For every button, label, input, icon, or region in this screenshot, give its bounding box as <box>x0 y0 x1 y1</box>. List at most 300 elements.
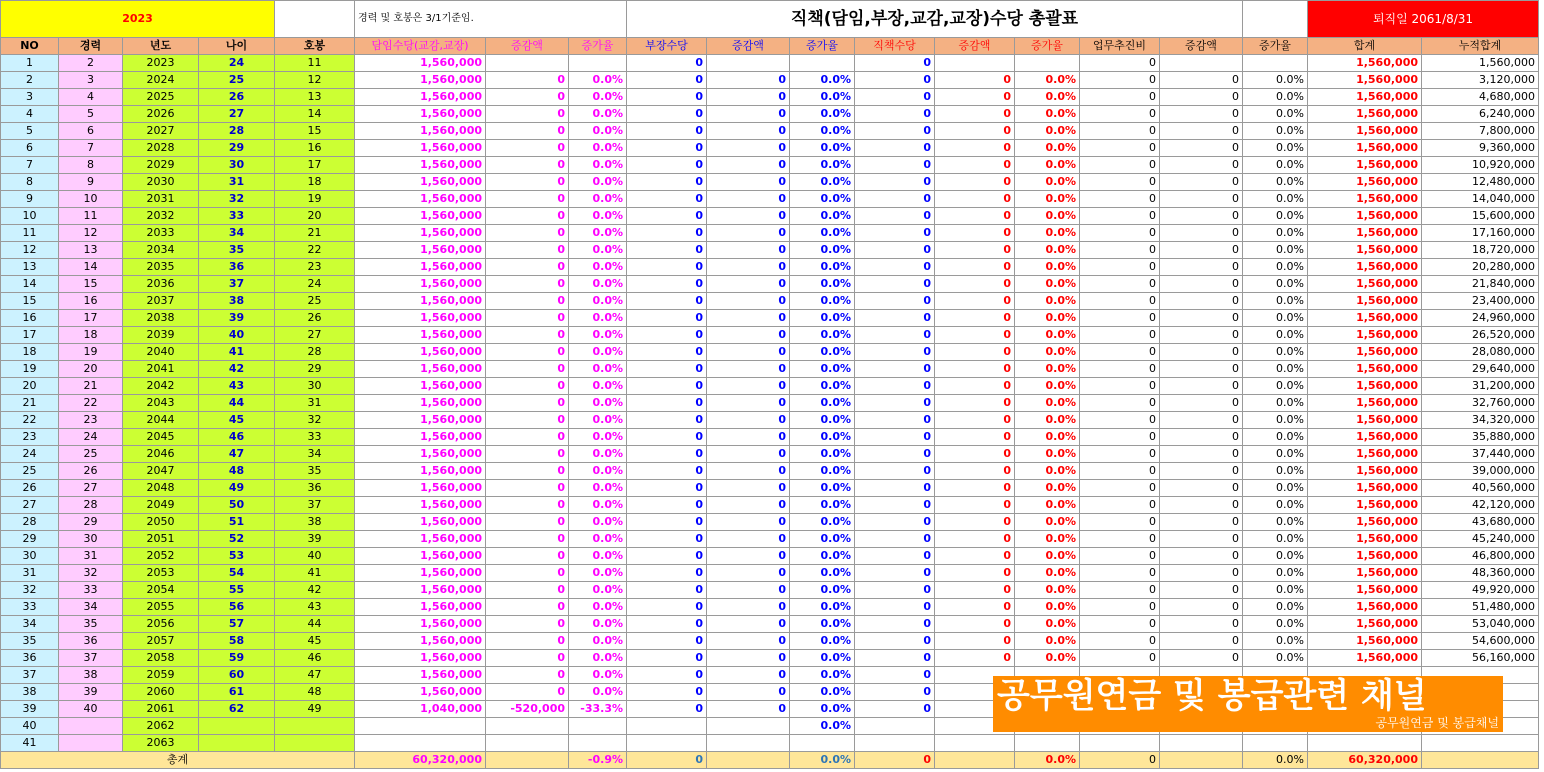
table-cell[interactable]: 0 <box>707 633 790 650</box>
table-cell[interactable]: 0 <box>1160 429 1243 446</box>
table-cell[interactable]: 0 <box>935 582 1015 599</box>
table-cell[interactable]: 0 <box>486 446 569 463</box>
table-cell[interactable]: 0 <box>855 599 935 616</box>
table-cell[interactable]: 0 <box>627 191 707 208</box>
table-cell[interactable]: 0 <box>486 259 569 276</box>
table-cell[interactable] <box>790 735 855 752</box>
table-cell[interactable]: 32 <box>1 582 59 599</box>
table-cell[interactable]: 7 <box>59 140 123 157</box>
table-cell[interactable]: 0 <box>935 548 1015 565</box>
table-cell[interactable]: 1,560,000 <box>355 548 486 565</box>
table-cell[interactable]: 0 <box>1160 378 1243 395</box>
table-cell[interactable]: 2 <box>59 55 123 72</box>
table-cell[interactable]: 54,600,000 <box>1422 633 1539 650</box>
table-cell[interactable]: 2034 <box>123 242 199 259</box>
table-cell[interactable]: 0.0% <box>1243 89 1308 106</box>
table-cell[interactable]: 0 <box>855 344 935 361</box>
table-cell[interactable]: 0 <box>855 412 935 429</box>
table-cell[interactable]: 43 <box>199 378 275 395</box>
column-header[interactable]: 년도 <box>123 38 199 55</box>
table-cell[interactable]: 0 <box>486 497 569 514</box>
table-cell[interactable]: 2046 <box>123 446 199 463</box>
table-cell[interactable]: 0 <box>1080 650 1160 667</box>
table-cell[interactable]: 1,560,000 <box>1308 55 1422 72</box>
column-header[interactable]: 업무추진비 <box>1080 38 1160 55</box>
table-cell[interactable]: 0 <box>627 106 707 123</box>
table-cell[interactable]: 0.0% <box>1015 480 1080 497</box>
table-cell[interactable]: 0 <box>627 344 707 361</box>
table-cell[interactable]: 1,560,000 <box>1308 89 1422 106</box>
table-cell[interactable]: 0.0% <box>569 157 627 174</box>
table-cell[interactable]: 0.0% <box>1243 395 1308 412</box>
table-cell[interactable]: 0.0% <box>790 72 855 89</box>
table-cell[interactable]: 12 <box>59 225 123 242</box>
table-cell[interactable]: 0.0% <box>569 446 627 463</box>
table-cell[interactable]: 32 <box>199 191 275 208</box>
table-cell[interactable]: 62 <box>199 701 275 718</box>
table-cell[interactable]: 0 <box>627 378 707 395</box>
table-cell[interactable]: 1,560,000 <box>1308 123 1422 140</box>
table-cell[interactable]: 23 <box>1 429 59 446</box>
table-cell[interactable]: 0 <box>627 480 707 497</box>
table-cell[interactable] <box>1015 55 1080 72</box>
table-cell[interactable]: 1,560,000 <box>355 497 486 514</box>
table-cell[interactable]: 0 <box>1160 531 1243 548</box>
table-cell[interactable]: 0 <box>627 667 707 684</box>
table-cell[interactable]: 26 <box>275 310 355 327</box>
table-cell[interactable]: 24,960,000 <box>1422 310 1539 327</box>
table-cell[interactable]: 0.0% <box>1015 242 1080 259</box>
table-cell[interactable]: 0 <box>627 208 707 225</box>
table-cell[interactable]: 0 <box>707 582 790 599</box>
table-cell[interactable] <box>790 55 855 72</box>
table-cell[interactable]: 0.0% <box>790 429 855 446</box>
table-cell[interactable]: 0.0% <box>1243 429 1308 446</box>
table-cell[interactable]: 0.0% <box>569 123 627 140</box>
table-cell[interactable]: 0 <box>855 89 935 106</box>
table-cell[interactable]: 0 <box>935 565 1015 582</box>
table-cell[interactable]: 6 <box>59 123 123 140</box>
table-cell[interactable]: 0 <box>1080 497 1160 514</box>
table-cell[interactable]: 0.0% <box>1015 463 1080 480</box>
table-cell[interactable] <box>1160 55 1243 72</box>
table-cell[interactable]: 45 <box>199 412 275 429</box>
table-cell[interactable]: 0 <box>935 378 1015 395</box>
table-cell[interactable]: 1,560,000 <box>355 446 486 463</box>
table-cell[interactable]: 0 <box>1080 72 1160 89</box>
table-cell[interactable]: 0 <box>855 446 935 463</box>
table-cell[interactable]: 2038 <box>123 310 199 327</box>
table-cell[interactable]: 0 <box>855 667 935 684</box>
table-cell[interactable]: 0 <box>707 616 790 633</box>
table-cell[interactable]: 1,560,000 <box>355 157 486 174</box>
table-cell[interactable]: 34,320,000 <box>1422 412 1539 429</box>
table-cell[interactable]: 34 <box>275 446 355 463</box>
table-cell[interactable] <box>275 735 355 752</box>
table-cell[interactable]: 0 <box>855 208 935 225</box>
table-cell[interactable]: 0 <box>1080 293 1160 310</box>
table-cell[interactable]: 0.0% <box>790 650 855 667</box>
table-cell[interactable]: 36 <box>59 633 123 650</box>
table-cell[interactable]: 2053 <box>123 565 199 582</box>
table-cell[interactable]: 2054 <box>123 582 199 599</box>
table-cell[interactable]: 0.0% <box>569 565 627 582</box>
table-cell[interactable]: 2059 <box>123 667 199 684</box>
table-cell[interactable]: 0.0% <box>1015 599 1080 616</box>
table-cell[interactable]: 0 <box>935 225 1015 242</box>
table-cell[interactable]: 0 <box>486 310 569 327</box>
table-cell[interactable]: 1,560,000 <box>355 208 486 225</box>
table-cell[interactable]: 0.0% <box>1243 599 1308 616</box>
table-cell[interactable]: 0 <box>707 480 790 497</box>
table-cell[interactable]: 0 <box>486 208 569 225</box>
table-cell[interactable]: 2055 <box>123 599 199 616</box>
table-cell[interactable]: 0.0% <box>790 344 855 361</box>
table-cell[interactable]: 0 <box>855 225 935 242</box>
table-cell[interactable]: 56,160,000 <box>1422 650 1539 667</box>
table-cell[interactable]: 0 <box>486 378 569 395</box>
table-cell[interactable]: 0.0% <box>569 344 627 361</box>
table-cell[interactable]: 23,400,000 <box>1422 293 1539 310</box>
table-cell[interactable]: 48 <box>199 463 275 480</box>
table-cell[interactable]: 0.0% <box>1243 548 1308 565</box>
retire-date[interactable]: 퇴직일 2061/8/31 <box>1308 1 1539 38</box>
table-cell[interactable]: 34 <box>1 616 59 633</box>
table-cell[interactable]: 0.0% <box>790 412 855 429</box>
table-cell[interactable]: 28 <box>59 497 123 514</box>
table-cell[interactable]: 0.0% <box>790 225 855 242</box>
table-cell[interactable]: 0 <box>1080 106 1160 123</box>
table-cell[interactable]: 15 <box>59 276 123 293</box>
table-cell[interactable]: 2058 <box>123 650 199 667</box>
table-cell[interactable]: 27 <box>275 327 355 344</box>
table-cell[interactable]: 0 <box>935 276 1015 293</box>
table-cell[interactable]: 0 <box>627 531 707 548</box>
table-cell[interactable]: 22 <box>1 412 59 429</box>
table-cell[interactable]: 0 <box>707 174 790 191</box>
table-cell[interactable]: 1,560,000 <box>1308 599 1422 616</box>
table-cell[interactable]: 0 <box>855 548 935 565</box>
table-cell[interactable]: 0.0% <box>790 395 855 412</box>
table-cell[interactable]: 1,560,000 <box>1308 208 1422 225</box>
table-cell[interactable]: 0 <box>707 327 790 344</box>
table-cell[interactable]: 0 <box>1080 599 1160 616</box>
table-cell[interactable]: 0 <box>707 140 790 157</box>
table-cell[interactable]: 38 <box>1 684 59 701</box>
table-cell[interactable]: 0 <box>486 157 569 174</box>
table-cell[interactable]: 0 <box>707 531 790 548</box>
table-cell[interactable]: 0 <box>707 191 790 208</box>
table-cell[interactable]: 0.0% <box>569 72 627 89</box>
table-cell[interactable] <box>707 718 790 735</box>
table-cell[interactable]: 0 <box>1080 446 1160 463</box>
table-cell[interactable]: 0 <box>486 106 569 123</box>
table-cell[interactable]: 0.0% <box>1015 72 1080 89</box>
table-cell[interactable]: 0 <box>486 395 569 412</box>
table-cell[interactable]: 1,560,000 <box>355 276 486 293</box>
table-cell[interactable]: 0 <box>1080 548 1160 565</box>
table-cell[interactable]: 1,560,000 <box>1308 395 1422 412</box>
table-cell[interactable]: 47 <box>199 446 275 463</box>
table-cell[interactable]: 0.0% <box>1243 72 1308 89</box>
table-cell[interactable]: 0.0% <box>569 191 627 208</box>
table-cell[interactable] <box>1308 735 1422 752</box>
table-cell[interactable]: 0 <box>935 650 1015 667</box>
table-cell[interactable]: 27 <box>59 480 123 497</box>
table-cell[interactable]: 45,240,000 <box>1422 531 1539 548</box>
table-cell[interactable]: 0 <box>486 429 569 446</box>
table-cell[interactable]: 2047 <box>123 463 199 480</box>
table-cell[interactable]: 0.0% <box>1015 582 1080 599</box>
table-cell[interactable]: 29 <box>275 361 355 378</box>
table-cell[interactable]: 0.0% <box>1015 616 1080 633</box>
table-cell[interactable]: 2039 <box>123 327 199 344</box>
table-cell[interactable]: 0 <box>1160 582 1243 599</box>
table-cell[interactable]: 10 <box>59 191 123 208</box>
table-cell[interactable]: 0 <box>627 140 707 157</box>
table-cell[interactable]: 4,680,000 <box>1422 89 1539 106</box>
table-cell[interactable]: 0 <box>1080 157 1160 174</box>
table-cell[interactable]: 25 <box>199 72 275 89</box>
table-cell[interactable]: 1,560,000 <box>1308 463 1422 480</box>
table-cell[interactable]: 1,560,000 <box>1308 140 1422 157</box>
table-cell[interactable]: 57 <box>199 616 275 633</box>
table-cell[interactable]: 0.0% <box>1015 633 1080 650</box>
table-cell[interactable]: 0 <box>707 72 790 89</box>
table-cell[interactable]: 0 <box>1080 514 1160 531</box>
table-cell[interactable]: 41 <box>1 735 59 752</box>
table-cell[interactable]: 0 <box>935 633 1015 650</box>
column-header[interactable]: 합계 <box>1308 38 1422 55</box>
table-cell[interactable]: 0.0% <box>569 616 627 633</box>
table-cell[interactable]: 0.0% <box>790 378 855 395</box>
table-cell[interactable]: 40 <box>1 718 59 735</box>
table-cell[interactable]: 41 <box>199 344 275 361</box>
table-cell[interactable]: 0 <box>627 55 707 72</box>
table-cell[interactable]: 1,560,000 <box>1308 259 1422 276</box>
table-cell[interactable]: 12 <box>275 72 355 89</box>
table-cell[interactable] <box>1422 735 1539 752</box>
table-cell[interactable]: 0.0% <box>1243 242 1308 259</box>
table-cell[interactable]: 0 <box>935 480 1015 497</box>
table-cell[interactable]: 0 <box>1160 72 1243 89</box>
table-cell[interactable]: 2042 <box>123 378 199 395</box>
table-cell[interactable]: 0 <box>707 242 790 259</box>
table-cell[interactable]: 0 <box>707 157 790 174</box>
table-cell[interactable]: 1,560,000 <box>1308 72 1422 89</box>
table-cell[interactable]: 0.0% <box>1015 208 1080 225</box>
table-cell[interactable]: 0 <box>486 412 569 429</box>
table-cell[interactable]: 0 <box>1080 531 1160 548</box>
table-cell[interactable]: 0.0% <box>1015 395 1080 412</box>
table-cell[interactable]: 0.0% <box>569 140 627 157</box>
table-cell[interactable]: 1,560,000 <box>1308 327 1422 344</box>
table-cell[interactable]: 0 <box>707 344 790 361</box>
table-cell[interactable] <box>935 735 1015 752</box>
table-cell[interactable]: 22 <box>59 395 123 412</box>
table-cell[interactable]: 0 <box>935 106 1015 123</box>
table-cell[interactable]: 32 <box>59 565 123 582</box>
table-cell[interactable]: 0 <box>707 259 790 276</box>
table-cell[interactable]: 24 <box>1 446 59 463</box>
sheet-title[interactable]: 직책(담임,부장,교감,교장)수당 총괄표 <box>627 1 1243 38</box>
table-cell[interactable]: 32,760,000 <box>1422 395 1539 412</box>
table-cell[interactable]: 0.0% <box>1015 429 1080 446</box>
table-cell[interactable]: 0.0% <box>1243 497 1308 514</box>
table-cell[interactable] <box>275 718 355 735</box>
table-cell[interactable]: 0 <box>855 293 935 310</box>
table-cell[interactable]: 31 <box>275 395 355 412</box>
table-cell[interactable]: 0.0% <box>1243 361 1308 378</box>
table-cell[interactable]: 31 <box>1 565 59 582</box>
table-cell[interactable]: 13 <box>59 242 123 259</box>
column-header[interactable]: 담임수당(교감,교장) <box>355 38 486 55</box>
table-cell[interactable]: 48 <box>275 684 355 701</box>
table-cell[interactable]: 12,480,000 <box>1422 174 1539 191</box>
table-cell[interactable]: 0 <box>1160 463 1243 480</box>
table-cell[interactable]: 0 <box>707 463 790 480</box>
table-cell[interactable]: 0.0% <box>569 310 627 327</box>
table-cell[interactable]: 36 <box>1 650 59 667</box>
table-cell[interactable]: 0 <box>707 378 790 395</box>
table-cell[interactable]: 0.0% <box>1015 276 1080 293</box>
table-cell[interactable]: 0 <box>855 191 935 208</box>
table-cell[interactable] <box>486 735 569 752</box>
column-header[interactable]: 증가율 <box>1015 38 1080 55</box>
table-cell[interactable]: 0 <box>707 548 790 565</box>
table-cell[interactable]: 2032 <box>123 208 199 225</box>
column-header[interactable]: 증가율 <box>1243 38 1308 55</box>
table-cell[interactable]: 0 <box>855 327 935 344</box>
table-cell[interactable]: 0 <box>707 497 790 514</box>
table-cell[interactable]: 1,560,000 <box>355 480 486 497</box>
table-cell[interactable]: 48,360,000 <box>1422 565 1539 582</box>
table-cell[interactable]: 53,040,000 <box>1422 616 1539 633</box>
table-cell[interactable]: 0.0% <box>790 106 855 123</box>
table-cell[interactable] <box>1243 55 1308 72</box>
table-cell[interactable] <box>569 718 627 735</box>
table-cell[interactable]: 3 <box>59 72 123 89</box>
table-cell[interactable]: 35,880,000 <box>1422 429 1539 446</box>
table-cell[interactable]: 18 <box>1 344 59 361</box>
table-cell[interactable]: 0.0% <box>569 463 627 480</box>
table-cell[interactable]: 30 <box>59 531 123 548</box>
table-cell[interactable]: 0 <box>486 582 569 599</box>
table-cell[interactable]: 1,560,000 <box>1308 650 1422 667</box>
table-cell[interactable]: 0.0% <box>790 497 855 514</box>
table-cell[interactable]: 2044 <box>123 412 199 429</box>
table-cell[interactable]: 31 <box>199 174 275 191</box>
table-cell[interactable]: 54 <box>199 565 275 582</box>
table-cell[interactable]: 0 <box>627 582 707 599</box>
table-cell[interactable]: 37 <box>199 276 275 293</box>
column-header[interactable]: 증감액 <box>486 38 569 55</box>
table-cell[interactable]: 46 <box>199 429 275 446</box>
table-cell[interactable]: 0 <box>1160 276 1243 293</box>
table-cell[interactable]: 0 <box>486 327 569 344</box>
table-cell[interactable]: 0 <box>1080 616 1160 633</box>
table-cell[interactable]: 27 <box>1 497 59 514</box>
table-cell[interactable]: 37,440,000 <box>1422 446 1539 463</box>
total-cell[interactable]: 0.0% <box>1015 752 1080 769</box>
table-cell[interactable]: 0 <box>935 208 1015 225</box>
table-cell[interactable]: 60 <box>199 667 275 684</box>
table-cell[interactable]: 0.0% <box>1243 327 1308 344</box>
table-cell[interactable]: 0.0% <box>569 225 627 242</box>
table-cell[interactable]: 0.0% <box>1015 344 1080 361</box>
table-cell[interactable]: 0 <box>627 514 707 531</box>
table-cell[interactable]: 1,560,000 <box>1308 429 1422 446</box>
table-cell[interactable]: 0 <box>855 650 935 667</box>
table-cell[interactable]: 1,560,000 <box>355 633 486 650</box>
table-cell[interactable]: 0 <box>1080 582 1160 599</box>
table-cell[interactable]: 0 <box>486 276 569 293</box>
table-cell[interactable]: 0.0% <box>790 191 855 208</box>
table-cell[interactable]: 0.0% <box>1243 208 1308 225</box>
table-cell[interactable]: 3,120,000 <box>1422 72 1539 89</box>
table-cell[interactable]: 9,360,000 <box>1422 140 1539 157</box>
table-cell[interactable]: 0.0% <box>569 497 627 514</box>
table-cell[interactable]: 0.0% <box>790 582 855 599</box>
table-cell[interactable] <box>199 718 275 735</box>
table-cell[interactable]: 0 <box>707 667 790 684</box>
table-cell[interactable]: 20 <box>275 208 355 225</box>
table-cell[interactable]: 0.0% <box>1015 412 1080 429</box>
table-cell[interactable]: 1,560,000 <box>1308 242 1422 259</box>
table-cell[interactable]: 0.0% <box>1243 378 1308 395</box>
table-cell[interactable]: 37 <box>59 650 123 667</box>
table-cell[interactable]: 0 <box>627 157 707 174</box>
table-cell[interactable]: -33.3% <box>569 701 627 718</box>
table-cell[interactable]: 0 <box>486 293 569 310</box>
table-cell[interactable]: 0.0% <box>1015 225 1080 242</box>
table-cell[interactable]: 15 <box>275 123 355 140</box>
table-cell[interactable]: 42 <box>275 582 355 599</box>
table-cell[interactable] <box>355 718 486 735</box>
table-cell[interactable]: 0 <box>1080 89 1160 106</box>
table-cell[interactable]: 0 <box>627 684 707 701</box>
table-cell[interactable]: 0.0% <box>569 395 627 412</box>
table-cell[interactable]: 1,560,000 <box>1422 55 1539 72</box>
table-cell[interactable]: 0.0% <box>1243 446 1308 463</box>
table-cell[interactable]: 1,560,000 <box>355 191 486 208</box>
table-cell[interactable]: 0 <box>486 616 569 633</box>
table-cell[interactable]: 0 <box>627 310 707 327</box>
table-cell[interactable]: 45 <box>275 633 355 650</box>
total-cell[interactable]: 0 <box>627 752 707 769</box>
table-cell[interactable]: 0 <box>486 514 569 531</box>
table-cell[interactable]: 0 <box>486 463 569 480</box>
table-cell[interactable]: 26 <box>199 89 275 106</box>
table-cell[interactable]: 0.0% <box>1243 344 1308 361</box>
table-cell[interactable] <box>935 55 1015 72</box>
table-cell[interactable]: 0 <box>1160 548 1243 565</box>
table-cell[interactable]: 0 <box>707 514 790 531</box>
column-header[interactable]: 호봉 <box>275 38 355 55</box>
table-cell[interactable]: 33 <box>1 599 59 616</box>
table-cell[interactable]: 0 <box>486 599 569 616</box>
table-cell[interactable]: 9 <box>1 191 59 208</box>
table-cell[interactable]: 21,840,000 <box>1422 276 1539 293</box>
table-cell[interactable]: 0 <box>707 276 790 293</box>
table-cell[interactable]: 0 <box>855 480 935 497</box>
table-cell[interactable]: 0.0% <box>1243 582 1308 599</box>
table-cell[interactable]: 2040 <box>123 344 199 361</box>
table-cell[interactable]: 0 <box>855 72 935 89</box>
table-cell[interactable]: 0.0% <box>569 412 627 429</box>
table-cell[interactable]: 0.0% <box>1243 293 1308 310</box>
table-cell[interactable]: 0.0% <box>790 157 855 174</box>
